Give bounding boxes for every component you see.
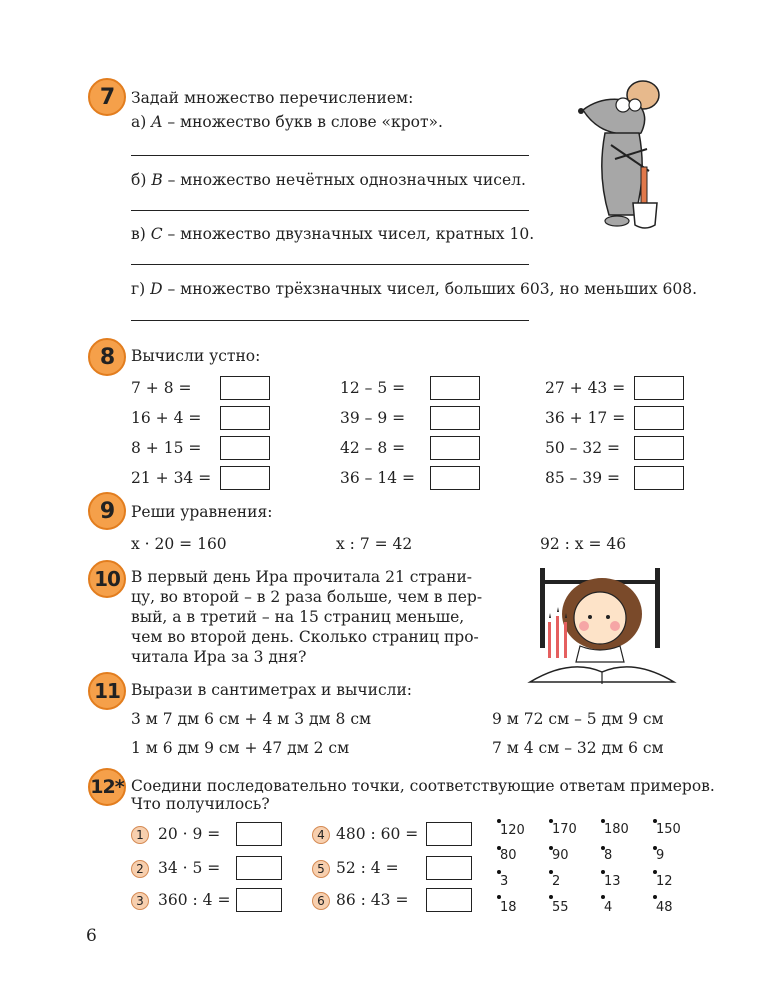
dot-label: 2	[552, 874, 561, 889]
calc-1-1: 7 + 8 =	[131, 379, 192, 397]
calc-2-3: 42 – 8 =	[340, 439, 406, 457]
answer-box[interactable]	[236, 822, 282, 846]
task-11-expr-3: 9 м 72 см – 5 дм 9 см	[492, 710, 664, 728]
page-number: 6	[86, 926, 97, 946]
task-10-line-5: читала Ира за 3 дня?	[131, 648, 307, 666]
example-6: 86 : 43 =	[336, 891, 409, 909]
task-11-expr-4: 7 м 4 см – 32 дм 6 см	[492, 739, 664, 757]
answer-box[interactable]	[220, 436, 270, 460]
task-10-line-1: В первый день Ира прочитала 21 страни-	[131, 568, 473, 586]
task-7-item-a: а) A – множество букв в слове «крот».	[131, 113, 443, 131]
answer-line-c[interactable]	[131, 264, 529, 265]
answer-box[interactable]	[220, 466, 270, 490]
example-5-marker: 5	[312, 860, 330, 878]
dot[interactable]	[549, 895, 553, 899]
dot[interactable]	[601, 895, 605, 899]
dot-label: 48	[656, 900, 673, 915]
answer-box[interactable]	[426, 856, 472, 880]
dot-label: 3	[500, 874, 509, 889]
example-4: 480 : 60 =	[336, 825, 419, 843]
example-2-marker: 2	[131, 860, 149, 878]
calc-3-4: 85 – 39 =	[545, 469, 620, 487]
dot-label: 90	[552, 848, 569, 863]
equation-2: x : 7 = 42	[336, 535, 413, 553]
answer-box[interactable]	[430, 436, 480, 460]
calc-2-2: 39 – 9 =	[340, 409, 406, 427]
task-7-number: 7	[88, 78, 126, 116]
dot-label: 170	[552, 822, 577, 837]
task-12-number: 12*	[88, 768, 126, 806]
answer-box[interactable]	[220, 376, 270, 400]
answer-box[interactable]	[426, 888, 472, 912]
dot-label: 12	[656, 874, 673, 889]
dot-label: 120	[500, 823, 525, 838]
task-11-number: 11	[88, 672, 126, 710]
example-1-marker: 1	[131, 826, 149, 844]
answer-line-a[interactable]	[131, 155, 529, 156]
answer-box[interactable]	[430, 376, 480, 400]
dot-label: 55	[552, 900, 569, 915]
task-7-item-d: г) D – множество трёхзначных чисел, больших 603, но меньших 608.	[131, 280, 698, 298]
calc-2-1: 12 – 5 =	[340, 379, 406, 397]
answer-box[interactable]	[430, 466, 480, 490]
task-10-line-3: вый, а в третий – на 15 страниц меньше,	[131, 608, 465, 626]
calc-1-4: 21 + 34 =	[131, 469, 212, 487]
dot-label: 180	[604, 822, 629, 837]
dot[interactable]	[653, 895, 657, 899]
task-11-expr-2: 1 м 6 дм 9 см + 47 дм 2 см	[131, 739, 350, 757]
task-9-title: Реши уравнения:	[131, 503, 273, 521]
answer-box[interactable]	[634, 376, 684, 400]
example-1: 20 · 9 =	[158, 825, 221, 843]
task-10-number: 10	[88, 560, 126, 598]
answer-box[interactable]	[634, 406, 684, 430]
dot-label: 80	[500, 848, 517, 863]
task-7-item-b: б) B – множество нечётных однозначных чисел.	[131, 171, 526, 189]
equation-1: x · 20 = 160	[131, 535, 227, 553]
task-12-line-2: Что получилось?	[131, 795, 270, 813]
example-2: 34 · 5 =	[158, 859, 221, 877]
calc-3-3: 50 – 32 =	[545, 439, 620, 457]
dot-label: 13	[604, 874, 621, 889]
task-8-number: 8	[88, 338, 126, 376]
answer-box[interactable]	[634, 436, 684, 460]
dot-label: 18	[500, 900, 517, 915]
example-3-marker: 3	[131, 892, 149, 910]
task-10-line-2: цу, во второй – в 2 раза больше, чем в пер-	[131, 588, 483, 606]
example-6-marker: 6	[312, 892, 330, 910]
dot-label: 8	[604, 848, 613, 863]
task-12-line-1: Соедини последовательно точки, соответствующие ответам примеров.	[131, 777, 715, 795]
task-7-title: Задай множество перечислением:	[131, 89, 414, 107]
task-11-title: Вырази в сантиметрах и вычисли:	[131, 681, 413, 699]
calc-1-3: 8 + 15 =	[131, 439, 202, 457]
dot[interactable]	[497, 895, 501, 899]
answer-box[interactable]	[426, 822, 472, 846]
answer-line-d[interactable]	[131, 320, 529, 321]
answer-line-b[interactable]	[131, 210, 529, 211]
task-7-item-c: в) C – множество двузначных чисел, кратных 10.	[131, 225, 535, 243]
calc-1-2: 16 + 4 =	[131, 409, 202, 427]
example-4-marker: 4	[312, 826, 330, 844]
task-10-line-4: чем во второй день. Сколько страниц про-	[131, 628, 479, 646]
task-11-expr-1: 3 м 7 дм 6 см + 4 м 3 дм 8 см	[131, 710, 372, 728]
dot-label: 150	[656, 822, 681, 837]
dot-label: 4	[604, 900, 613, 915]
task-9-number: 9	[88, 492, 126, 530]
answer-box[interactable]	[220, 406, 270, 430]
equation-3: 92 : x = 46	[540, 535, 627, 553]
mole-illustration	[575, 75, 675, 235]
answer-box[interactable]	[430, 406, 480, 430]
calc-3-2: 36 + 17 =	[545, 409, 626, 427]
task-8-title: Вычисли устно:	[131, 347, 261, 365]
answer-box[interactable]	[236, 856, 282, 880]
answer-box[interactable]	[634, 466, 684, 490]
answer-box[interactable]	[236, 888, 282, 912]
example-3: 360 : 4 =	[158, 891, 231, 909]
girl-reading-illustration	[520, 562, 680, 688]
calc-3-1: 27 + 43 =	[545, 379, 626, 397]
dot-label: 9	[656, 848, 665, 863]
calc-2-4: 36 – 14 =	[340, 469, 415, 487]
example-5: 52 : 4 =	[336, 859, 399, 877]
